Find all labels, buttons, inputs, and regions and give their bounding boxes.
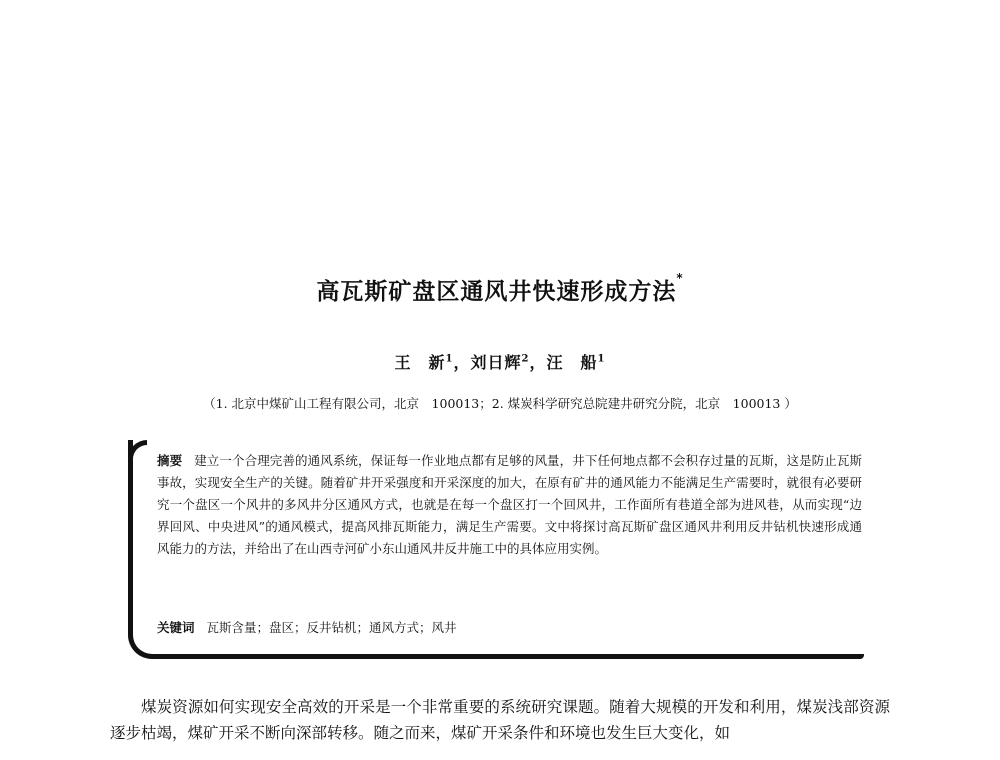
title-footnote-mark: * (676, 271, 684, 285)
paper-title-text: 高瓦斯矿盘区通风井快速形成方法 (316, 279, 677, 305)
author-name: 王 新 (394, 353, 446, 372)
abstract-text: 建立一个合理完善的通风系统，保证每一作业地点都有足够的风量，井下任何地点都不会积存过量的瓦斯，这是防止瓦斯事故，实现安全生产的关键。随着矿井开采强度和开采深度的加大，在原有矿井的通风能力不能满足生产需要时，就很有必要研究一个盘区一个风井的多风井分区通风方式，也就是在每一个盘区打一个回风井，工作面所有巷道全部为进风巷，从而实现“边界回风、中央进风”的通风模式，提高风排瓦斯能力，满足生产需要。文中将探讨高瓦斯矿盘区通风井利用反井钻机快速形成通风能力的方法，并给出了在山西寺河矿小东山通风井反井施工中的具体应用实例。 (157, 453, 862, 556)
author-affiliation-mark: 2 (521, 353, 530, 365)
author-list (0, 350, 1000, 373)
author-affiliation-mark: 1 (445, 353, 454, 365)
author-affiliation-mark: 1 (597, 353, 606, 365)
abstract (157, 450, 862, 560)
affiliations: （1. 北京中煤矿山工程有限公司，北京 100013；2. 煤炭科学研究总院建井研究分院，北京 100013 ） (203, 396, 797, 411)
author-separator: ， (529, 353, 547, 372)
author-name: 汪 船 (546, 353, 598, 372)
author-name: 刘日辉 (470, 353, 522, 372)
abstract-label: 摘要 (157, 453, 183, 468)
keywords-label: 关键词 (157, 620, 195, 635)
body-paragraph: 煤炭资源如何实现安全高效的开采是一个非常重要的系统研究课题。随着大规模的开发和利用，煤炭浅部资源逐步枯竭，煤矿开采不断向深部转移。随之而来，煤矿开采条件和环境也发生巨大变化，如 (110, 698, 890, 742)
author-separator: ， (453, 353, 471, 372)
keywords (157, 617, 862, 639)
paper-title (0, 273, 1000, 306)
keywords-text: 瓦斯含量；盘区；反井钻机；通风方式；风井 (206, 620, 457, 635)
